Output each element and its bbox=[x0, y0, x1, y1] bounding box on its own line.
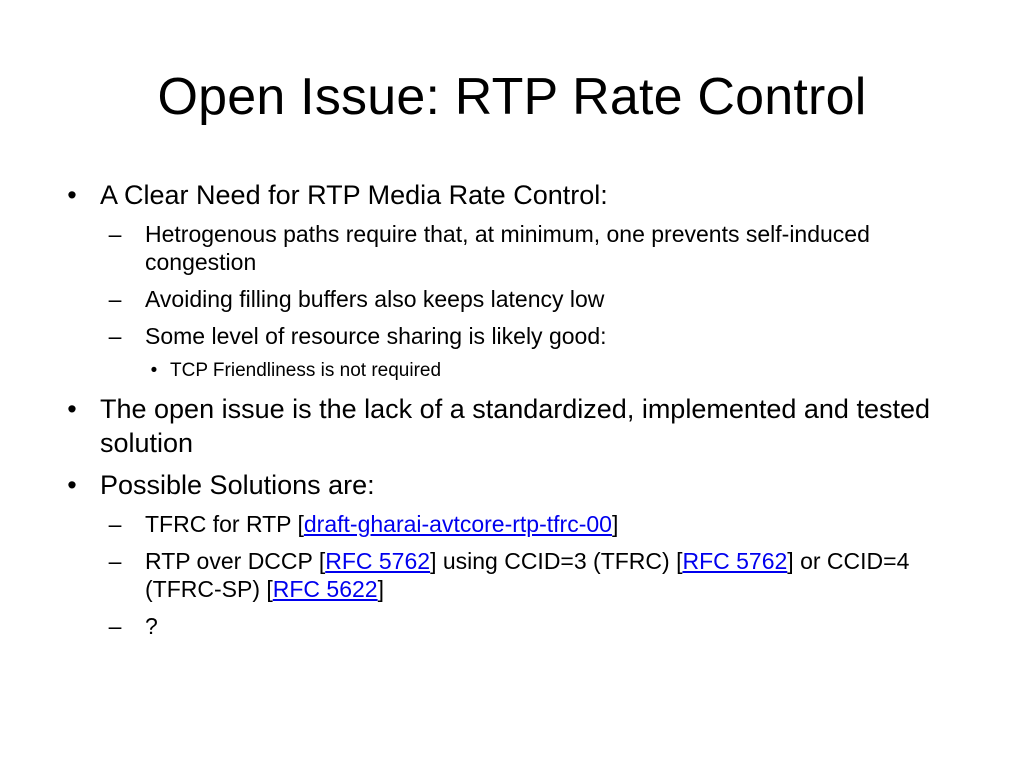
sub-bullet-text bbox=[145, 511, 618, 537]
dash-marker: – bbox=[108, 323, 122, 349]
bullet-text: Possible Solutions are: bbox=[100, 470, 375, 500]
tfrc-prefix-text: TFRC for RTP [ bbox=[145, 511, 304, 537]
dash-marker: – bbox=[108, 548, 122, 574]
sub-bullet-text: ? bbox=[145, 613, 158, 639]
tfrc-suffix-text: ] bbox=[611, 511, 619, 537]
sub-bullet-text: Avoiding filling buffers also keeps latency low bbox=[145, 286, 605, 312]
sub-bullet-tfrc-for-rtp bbox=[100, 510, 980, 538]
bullet-possible-solutions bbox=[60, 468, 980, 502]
slide-title: Open Issue: RTP Rate Control bbox=[157, 68, 867, 126]
bullet-text: A Clear Need for RTP Media Rate Control: bbox=[100, 180, 608, 210]
dccp-text-part4: ] bbox=[377, 576, 384, 602]
dccp-text-part3: ] or CCID=4 (TFRC-SP) [ bbox=[145, 548, 910, 602]
dccp-text-part2: ] using CCID=3 (TFRC) [ bbox=[430, 548, 683, 574]
dash-marker: – bbox=[108, 613, 122, 639]
sub-sub-bullet-text: TCP Friendliness is not required bbox=[170, 360, 442, 381]
bullet-marker: • bbox=[67, 180, 77, 210]
sub-bullet-resource-sharing bbox=[100, 322, 980, 350]
dash-marker: – bbox=[108, 511, 122, 537]
bullet-marker: • bbox=[67, 470, 77, 500]
dash-marker: – bbox=[108, 221, 122, 247]
slide-content bbox=[60, 178, 980, 649]
dccp-text-part1: RTP over DCCP [ bbox=[145, 548, 326, 574]
sub-bullet-hetrogenous-paths bbox=[100, 220, 980, 276]
sub-bullet-text bbox=[145, 548, 909, 602]
dash-marker: – bbox=[108, 286, 122, 312]
bullet-open-issue bbox=[60, 392, 980, 460]
sub-sub-bullet-tcp-friendliness bbox=[145, 359, 980, 383]
sub-bullet-question bbox=[100, 612, 980, 640]
sub-bullet-text: Hetrogenous paths require that, at minimum, one prevents self-induced congestion bbox=[145, 221, 870, 275]
draft-gharai-link[interactable]: draft-gharai-avtcore-rtp-tfrc-00 bbox=[303, 511, 612, 537]
rfc-5622-link[interactable]: RFC 5622 bbox=[272, 576, 378, 602]
bullet-marker: • bbox=[150, 360, 158, 381]
rfc-5762-link[interactable]: RFC 5762 bbox=[325, 548, 431, 574]
sub-bullet-text: Some level of resource sharing is likely good: bbox=[145, 323, 607, 349]
bullet-text: The open issue is the lack of a standardized, implemented and tested solution bbox=[100, 394, 930, 458]
rfc-5762-link-second[interactable]: RFC 5762 bbox=[682, 548, 788, 574]
sub-bullet-avoiding-buffers bbox=[100, 285, 980, 313]
sub-bullet-rtp-over-dccp bbox=[100, 547, 980, 603]
bullet-clear-need bbox=[60, 178, 980, 212]
bullet-marker: • bbox=[67, 394, 77, 424]
